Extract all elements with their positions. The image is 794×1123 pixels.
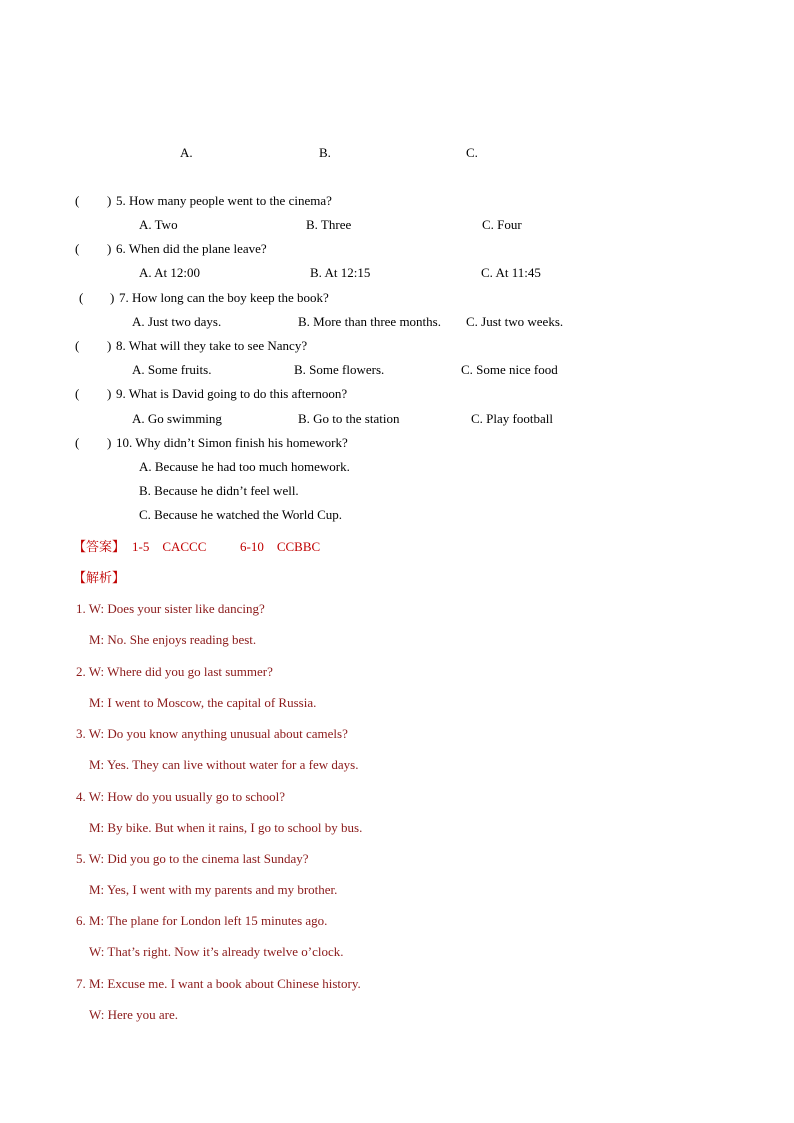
option-c: C. Four: [482, 217, 522, 232]
transcript-question-5: 5. W: Did you go to the cinema last Sunday?: [76, 851, 309, 866]
option-b: B. Go to the station: [298, 411, 400, 426]
image-option-b: B.: [319, 145, 331, 160]
transcript-answer-2: M: I went to Moscow, the capital of Russia.: [89, 695, 317, 710]
image-option-c: C.: [466, 145, 478, 160]
transcript-question-4: 4. W: How do you usually go to school?: [76, 789, 286, 804]
answer-blank-close: ): [107, 435, 112, 450]
answer-blank-open: (: [75, 386, 80, 401]
analysis-label: 【解析】: [73, 570, 126, 585]
option-c: C. Some nice food: [461, 362, 558, 377]
answer-blank-close: ): [107, 241, 112, 256]
transcript-question-6: 6. M: The plane for London left 15 minutes ago.: [76, 913, 328, 928]
option-c: C. Just two weeks.: [466, 314, 564, 329]
answer-blank-open: (: [75, 193, 80, 208]
answer-blank-open: (: [75, 435, 80, 450]
option-a: A. Some fruits.: [132, 362, 212, 377]
question-text: 10. Why didn’t Simon finish his homework?: [116, 435, 348, 450]
answer-part-2: 6-10 CCBBC: [240, 539, 321, 554]
question-text: 5. How many people went to the cinema?: [116, 193, 332, 208]
answer-label: 【答案】: [73, 539, 126, 554]
transcript-question-1: 1. W: Does your sister like dancing?: [76, 601, 265, 616]
image-option-a: A.: [180, 145, 193, 160]
answer-blank-open: (: [79, 290, 84, 305]
transcript-answer-1: M: No. She enjoys reading best.: [89, 632, 257, 647]
option-b: B. Three: [306, 217, 352, 232]
answer-blank-close: ): [107, 386, 112, 401]
question-text: 9. What is David going to do this afternoon?: [116, 386, 348, 401]
transcript-question-7: 7. M: Excuse me. I want a book about Chinese history.: [76, 976, 361, 991]
answer-blank-close: ): [110, 290, 115, 305]
answer-blank-open: (: [75, 241, 80, 256]
answer-blank-close: ): [107, 338, 112, 353]
answer-part-1: 1-5 CACCC: [132, 539, 207, 554]
transcript-question-3: 3. W: Do you know anything unusual about camels?: [76, 726, 348, 741]
option-b: B. More than three months.: [298, 314, 441, 329]
option-a: A. Two: [139, 217, 178, 232]
option-c: C. At 11:45: [481, 265, 541, 280]
transcript-question-2: 2. W: Where did you go last summer?: [76, 664, 273, 679]
option-a: A. Go swimming: [132, 411, 222, 426]
option-a: A. At 12:00: [139, 265, 201, 280]
transcript-answer-5: M: Yes, I went with my parents and my brother.: [89, 882, 338, 897]
option-a: A. Just two days.: [132, 314, 222, 329]
option-a: A. Because he had too much homework.: [139, 459, 350, 474]
option-b: B. At 12:15: [310, 265, 371, 280]
transcript-answer-7: W: Here you are.: [89, 1007, 179, 1022]
question-text: 8. What will they take to see Nancy?: [116, 338, 308, 353]
transcript-answer-3: M: Yes. They can live without water for a few days.: [89, 757, 359, 772]
option-c: C. Play football: [471, 411, 553, 426]
question-text: 7. How long can the boy keep the book?: [119, 290, 329, 305]
option-b: B. Some flowers.: [294, 362, 385, 377]
transcript-answer-6: W: That’s right. Now it’s already twelve o’clock.: [89, 944, 344, 959]
answer-blank-open: (: [75, 338, 80, 353]
option-c: C. Because he watched the World Cup.: [139, 507, 343, 522]
question-text: 6. When did the plane leave?: [116, 241, 267, 256]
option-b: B. Because he didn’t feel well.: [139, 483, 299, 498]
answer-blank-close: ): [107, 193, 112, 208]
transcript-answer-4: M: By bike. But when it rains, I go to school by bus.: [89, 820, 363, 835]
